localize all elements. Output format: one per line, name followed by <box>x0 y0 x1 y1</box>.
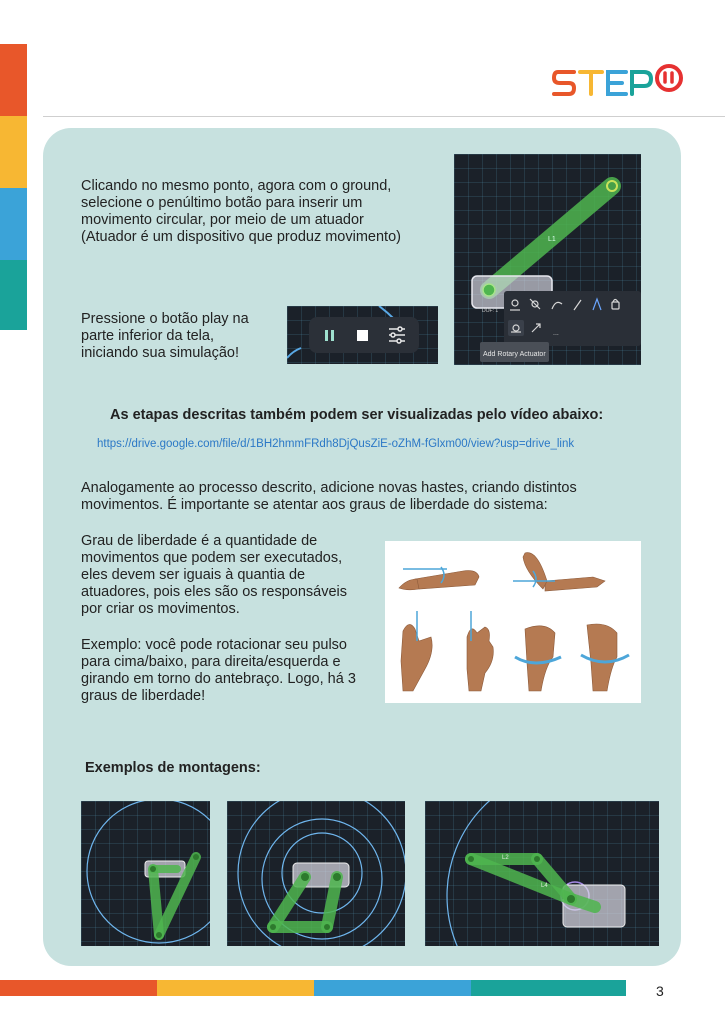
link-label-l4: L4 <box>541 883 548 889</box>
examples-heading: Exemplos de montagens: <box>85 760 261 776</box>
left-color-bar-blue <box>0 188 27 260</box>
text-line: Pressione o botão play na <box>81 311 249 327</box>
text-line: para cima/baixo, para direita/esquerda e <box>81 654 341 670</box>
tooltip-text: Add Rotary Actuator <box>483 351 546 358</box>
left-color-bar-teal <box>0 260 27 330</box>
dof-label: DOF: 1 <box>482 308 499 314</box>
bottom-bar-teal <box>471 980 626 996</box>
text-line: iniciando sua simulação! <box>81 345 239 361</box>
ground-instructions <box>81 178 421 246</box>
bottom-bar-orange <box>0 980 157 996</box>
link-label-l2: L2 <box>502 855 509 861</box>
text-line: graus de liberdade! <box>81 688 206 704</box>
text-line: eles devem ser iguais à quantia de <box>81 567 306 583</box>
example-mechanism-3 <box>425 801 659 946</box>
example-mechanism-2 <box>227 801 405 946</box>
play-instructions <box>81 311 281 362</box>
text-line: movimentos que podem ser executados, <box>81 550 343 566</box>
pause-icon <box>325 330 328 341</box>
left-color-bar-orange <box>0 44 27 116</box>
text-line: parte inferior da tela, <box>81 328 214 344</box>
header-divider <box>43 116 725 117</box>
text-line: por criar os movimentos. <box>81 601 240 617</box>
bottom-bar-yellow <box>157 980 314 996</box>
text-line: girando em torno do antebraço. Logo, há 3 <box>81 671 356 687</box>
settings-sliders-icon <box>389 327 405 343</box>
text-line: movimentos. É importante se atentar aos graus de liberdade do sistema: <box>81 497 548 513</box>
tooltip <box>480 342 549 362</box>
text-line: atuadores, pois eles são os responsáveis <box>81 584 347 600</box>
analog-paragraph <box>81 480 641 514</box>
left-color-bar-yellow <box>0 116 27 188</box>
stop-icon <box>357 330 368 341</box>
video-heading: As etapas descritas também podem ser visualizadas pelo vídeo abaixo: <box>110 407 604 423</box>
actuator-screenshot <box>454 154 641 365</box>
step-logo <box>552 60 684 104</box>
text-line: Clicando no mesmo ponto, agora com o ground, <box>81 178 392 194</box>
dof-paragraph <box>81 533 381 618</box>
bottom-bar-blue <box>314 980 471 996</box>
text-line: Analogamente ao processo descrito, adicione novas hastes, criando distintos <box>81 480 577 496</box>
text-line: Exemplo: você pode rotacionar seu pulso <box>81 637 347 653</box>
link-label: L1 <box>548 236 556 243</box>
wrist-dof-figure <box>385 541 641 703</box>
page-text: ... <box>553 330 559 337</box>
text-line: Grau de liberdade é a quantidade de <box>81 533 318 549</box>
example-mechanism-1 <box>81 801 210 946</box>
text-line: selecione o penúltimo botão para inserir um <box>81 195 363 211</box>
video-link[interactable]: https://drive.google.com/file/d/1BH2hmmFRdh8DjQusZiE-oZhM-fGlxm00/view?usp=drive_link <box>97 438 575 450</box>
playback-controls-screenshot <box>287 306 438 364</box>
dof-example-paragraph <box>81 637 381 705</box>
text-line: (Atuador é um dispositivo que produz movimento) <box>81 229 401 245</box>
text-line: movimento circular, por meio de um atuador <box>81 212 364 228</box>
page-number: 3 <box>656 983 664 999</box>
